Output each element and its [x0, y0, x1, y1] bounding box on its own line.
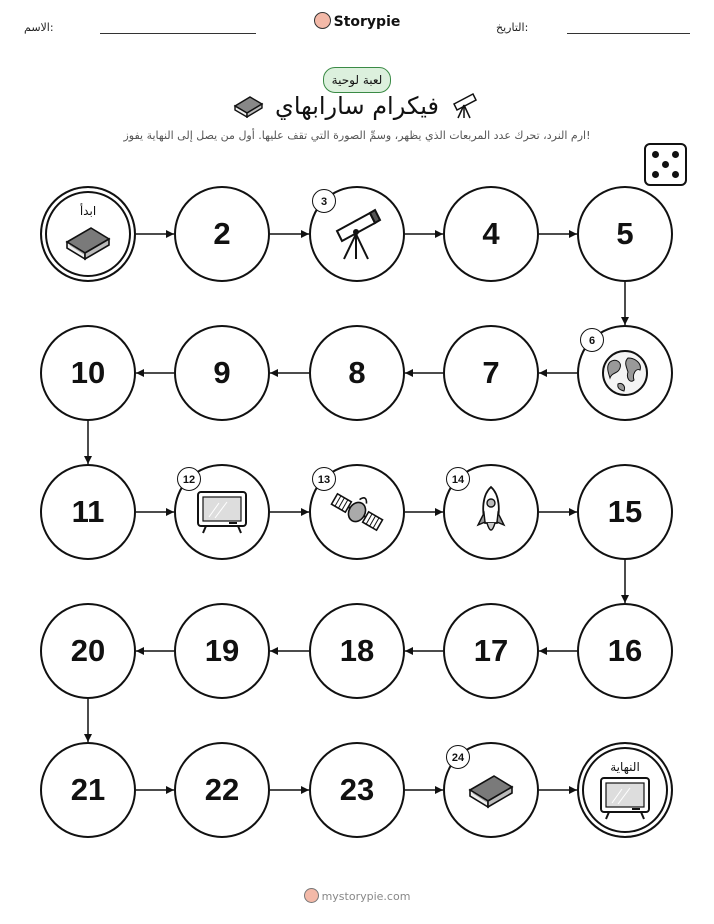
arrow-head-icon [301, 508, 309, 516]
instructions: ارم النرد، تحرك عدد المربعات الذي يظهر، وسمِّ الصورة التي تقف عليها. أول من يصل إلى النهاية يفوز! [123, 129, 591, 142]
arrow-head-icon [569, 508, 577, 516]
board-cell-15 [577, 464, 673, 560]
book-icon [63, 222, 113, 266]
board-cell-9 [174, 325, 270, 421]
footer-url: mystorypie.com [321, 890, 411, 903]
brand-name: Storypie [333, 14, 401, 30]
board-cell-19 [174, 603, 270, 699]
footer [0, 888, 714, 903]
arrow-head-icon [539, 369, 547, 377]
board-cell-8 [309, 325, 405, 421]
arrow-head-icon [435, 230, 443, 238]
arrow-head-icon [539, 647, 547, 655]
arrow-head-icon [621, 317, 629, 325]
arrow-head-icon [301, 230, 309, 238]
book-icon [466, 770, 516, 814]
board-cell-18 [309, 603, 405, 699]
board-cell-5 [577, 186, 673, 282]
cell-number-badge: 3 [312, 189, 336, 213]
cell-number-badge: 14 [446, 467, 470, 491]
cell-number-badge: 24 [446, 745, 470, 769]
arrow-head-icon [166, 230, 174, 238]
telescope-icon [332, 207, 382, 265]
board-cell-21 [40, 742, 136, 838]
board-cell-25 [577, 742, 673, 838]
board-cell-17 [443, 603, 539, 699]
cell-number: 7 [482, 355, 500, 390]
date-label: التاريخ: [496, 21, 529, 34]
board-cell-4 [443, 186, 539, 282]
board-cell-20 [40, 603, 136, 699]
arrow-head-icon [405, 647, 413, 655]
end-label: النهاية [610, 760, 640, 774]
cell-number-badge: 13 [312, 467, 336, 491]
cell-number: 9 [213, 355, 231, 390]
cell-number: 11 [71, 494, 105, 529]
board-cell-11 [40, 464, 136, 560]
arrow-head-icon [270, 369, 278, 377]
satellite-icon [329, 487, 385, 541]
arrow-head-icon [301, 786, 309, 794]
cell-number-badge: 12 [177, 467, 201, 491]
arrow-head-icon [569, 230, 577, 238]
board-cell-22 [174, 742, 270, 838]
cell-number-badge: 6 [580, 328, 604, 352]
arrow-head-icon [270, 647, 278, 655]
game-type-badge: لعبة لوحية [323, 67, 391, 93]
start-label: ابدأ [79, 204, 97, 218]
arrow-head-icon [84, 456, 92, 464]
arrow-head-icon [569, 786, 577, 794]
blackboard-icon [195, 489, 249, 539]
board-cell-7 [443, 325, 539, 421]
cell-number: 21 [70, 772, 106, 807]
cell-number: 10 [70, 355, 106, 390]
page-title: فيكرام سارابهاي [275, 92, 439, 120]
arrow-head-icon [621, 595, 629, 603]
cell-number: 5 [616, 216, 634, 251]
globe-icon [600, 348, 650, 402]
arrow-head-icon [166, 508, 174, 516]
board-cell-10 [40, 325, 136, 421]
cell-number: 4 [482, 216, 500, 251]
cell-number: 18 [339, 633, 375, 668]
arrow-head-icon [166, 786, 174, 794]
cell-number: 23 [339, 772, 375, 807]
board-cell-2 [174, 186, 270, 282]
board-cell-1 [40, 186, 136, 282]
arrow-head-icon [136, 647, 144, 655]
arrow-head-icon [435, 786, 443, 794]
arrow-head-icon [435, 508, 443, 516]
name-label: الاسم: [24, 21, 54, 34]
mascot-icon [304, 888, 319, 903]
cell-number: 2 [213, 216, 231, 251]
board-cell-16 [577, 603, 673, 699]
board-cell-23 [309, 742, 405, 838]
blackboard-icon [598, 775, 652, 825]
cell-number: 22 [204, 772, 240, 807]
cell-number: 19 [204, 633, 240, 668]
arrow-head-icon [405, 369, 413, 377]
arrow-head-icon [84, 734, 92, 742]
rocket-icon [476, 485, 506, 543]
arrow-head-icon [136, 369, 144, 377]
cell-number: 16 [607, 633, 643, 668]
cell-number: 17 [473, 633, 509, 668]
cell-number: 15 [607, 494, 643, 529]
cell-number: 20 [70, 633, 106, 668]
cell-number: 8 [348, 355, 366, 390]
